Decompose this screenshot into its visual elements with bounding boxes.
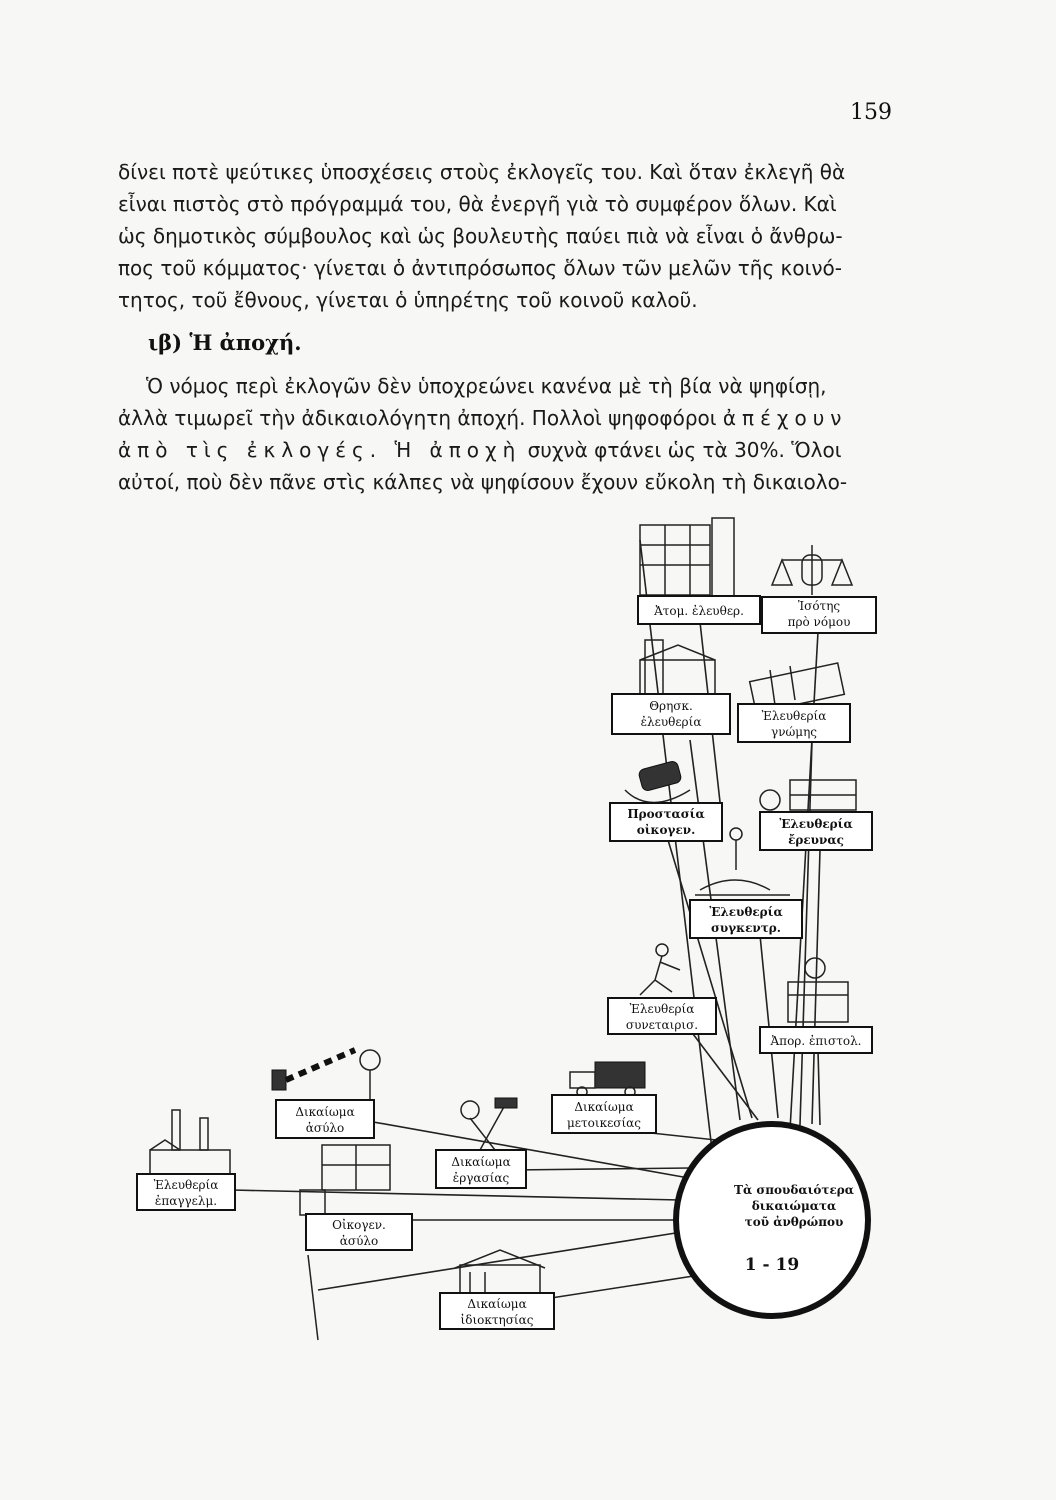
kitchen-illustration: [300, 1145, 390, 1215]
emphasized-text: ἀπὸ τὶς ἐκλογές. Ἡ ἀποχὴ: [118, 438, 522, 462]
label-text: συγκεντρ.: [711, 921, 781, 935]
text-line: αὐτοί, ποὺ δὲν πᾶνε στὶς κάλπες νὰ ψηφίσουν ἔχουν εὔκολη τὴ δικαιολο-: [118, 470, 848, 494]
text-line: τητος, τοῦ ἔθνους, γίνεται ὁ ὑπηρέτης τοῦ κοινοῦ καλοῦ.: [118, 288, 698, 312]
text-line: Ὁ νόμος περὶ ἐκλογῶν δὲν ὑποχρεώνει κανένα μὲ τὴ βία νὰ ψηφίσῃ,: [146, 374, 827, 398]
barrier-illustration: [272, 1050, 380, 1100]
label-text: συνεταιρισ.: [625, 1018, 699, 1032]
text-line: ὡς δημοτικὸς σύμβουλος καὶ ὡς βουλευτὴς παύει πιὰ νὰ εἶναι ὁ ἄνθρω-: [118, 224, 843, 248]
text-line: πος τοῦ κόμματος· γίνεται ὁ ἀντιπρόσωπος ὅλων τῶν μελῶν τῆς κοινό-: [118, 256, 842, 280]
label-text: Ἐλευθερία: [153, 1178, 219, 1192]
label-freedom-research: [760, 812, 872, 850]
label-text: Ἀτομ. ἐλευθερ.: [654, 604, 744, 618]
label-text: ἀσύλο: [305, 1121, 345, 1135]
label-right-asylum: [276, 1100, 374, 1138]
center-title-line-1: Τὰ σπουδαιότερα: [734, 1183, 854, 1197]
label-equality: [762, 597, 876, 633]
label-text: Δικαίωμα: [467, 1297, 527, 1311]
label-freedom-profession: [137, 1174, 235, 1210]
label-letter-secrecy: [760, 1027, 872, 1053]
label-text: Προστασία: [627, 807, 705, 821]
label-text: Ἐλευθερία: [779, 817, 853, 831]
label-text: ἰδιοκτησίας: [460, 1313, 534, 1327]
text-line: εἶναι πιστὸς στὸ πρόγραμμά του, θὰ ἐνεργῆ γιὰ τὸ συμφέρον ὅλων. Καὶ: [118, 192, 837, 216]
cradle-illustration: [625, 760, 690, 802]
label-text: Ἰσότης: [797, 599, 841, 613]
label-text: Οἰκογεν.: [332, 1218, 386, 1232]
center-title-line-3: τοῦ ἀνθρώπου: [744, 1215, 844, 1229]
label-text: ἐλευθερία: [640, 715, 702, 729]
page-number: 159: [850, 100, 892, 125]
label-text: Ἐλευθερία: [761, 709, 827, 723]
section-heading: ιβ) Ἡ ἀποχή.: [148, 330, 302, 355]
label-home-asylum: [306, 1214, 412, 1250]
label-family-protection: [610, 803, 722, 841]
tools-illustration: [461, 1098, 517, 1150]
label-right-property: [440, 1293, 554, 1329]
center-circle: [676, 1124, 868, 1316]
text-segment: συχνὰ φτάνει ὡς τὰ 30%. Ὅλοι: [521, 438, 842, 462]
label-text: Ἐλευθερία: [629, 1002, 695, 1016]
label-text: Δικαίωμα: [574, 1100, 634, 1114]
label-right-work: [436, 1150, 526, 1188]
label-text: γνώμης: [771, 725, 817, 739]
scales-icon: [772, 545, 852, 595]
church-illustration: [640, 640, 715, 695]
text-segment: ἀλλὰ τιμωρεῖ τὴν ἀδικαιολόγητη ἀποχή. Πολλοὶ ψηφοφόροι: [118, 406, 723, 430]
label-text: ἔρευνας: [788, 833, 844, 847]
label-text: ἐργασίας: [452, 1171, 510, 1185]
label-right-movement: [552, 1095, 656, 1133]
label-personal-freedom: [638, 596, 760, 624]
label-religious-freedom: [612, 694, 730, 734]
label-text: μετοικεσίας: [566, 1116, 642, 1130]
label-text: οἰκογεν.: [636, 823, 696, 837]
label-text: Θρησκ.: [649, 699, 693, 713]
emphasized-text: ἀπέχουν: [722, 406, 848, 430]
label-text: ἐπαγγελμ.: [154, 1194, 218, 1208]
runners-illustration: [640, 944, 680, 995]
label-text: Ἀπορ. ἐπιστολ.: [770, 1034, 862, 1048]
label-freedom-association: [608, 998, 716, 1034]
center-title-line-2: δικαιώματα: [751, 1199, 837, 1213]
text-line: δίνει ποτὲ ψεύτικες ὑποσχέσεις στοὺς ἐκλογεῖς του. Καὶ ὅταν ἐκλεγῆ θὰ: [118, 160, 846, 184]
label-text: Ἐλευθερία: [709, 905, 783, 919]
label-freedom-opinion: [738, 704, 850, 742]
label-text: Δικαίωμα: [451, 1155, 511, 1169]
factory-illustration: [640, 518, 734, 598]
label-freedom-assembly: [690, 900, 802, 938]
truck-illustration: [570, 1062, 645, 1097]
center-range: 1 - 19: [744, 1255, 800, 1275]
label-text: Δικαίωμα: [295, 1105, 355, 1119]
label-text: ἀσύλο: [339, 1234, 379, 1248]
label-text: πρὸ νόμου: [787, 615, 851, 629]
factory-skyline-illustration: [150, 1110, 230, 1175]
